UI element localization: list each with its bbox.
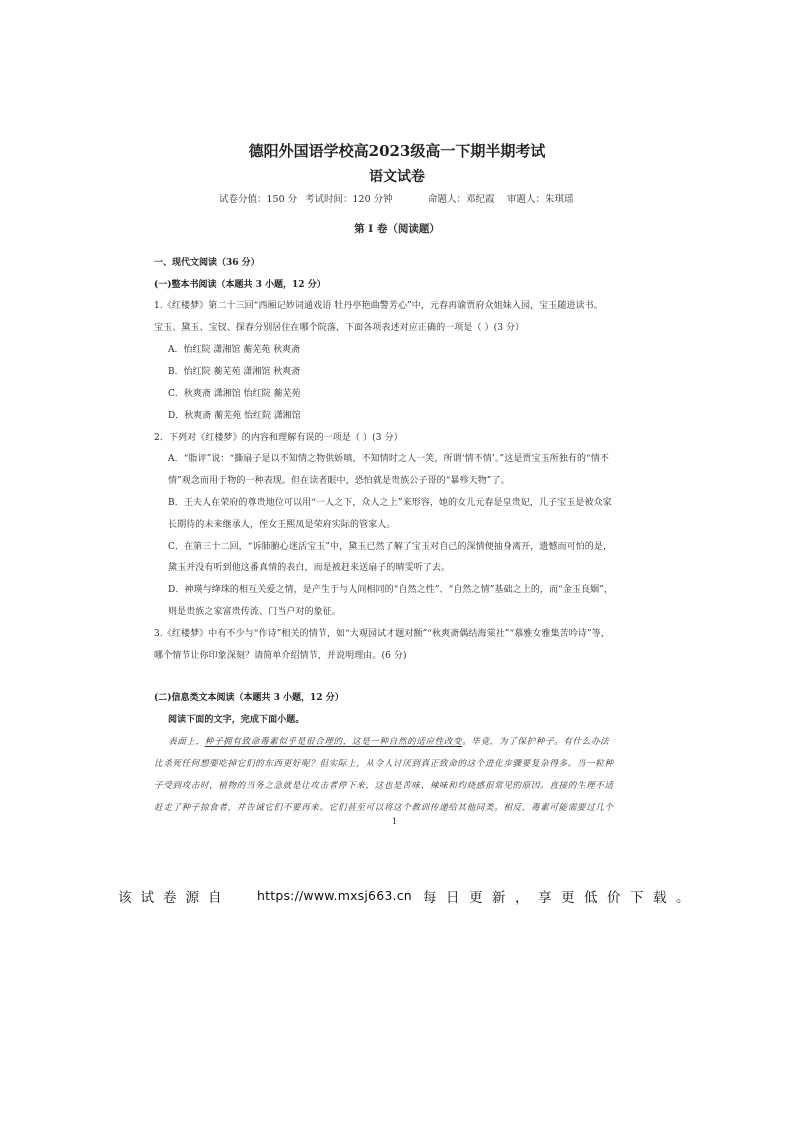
- subsection-title: (一)整本书阅读（本题共 3 小题，12 分）: [154, 280, 326, 290]
- question-2-option: 情”观念而用于物的一种表现。但在读者眼中，恐怕就是贵族公子哥的“暴殄天物”了。: [168, 476, 510, 486]
- passage-text: 。毕竟，为了保护种子。有什么办法: [462, 737, 610, 747]
- question-2-option: D．神瑛与绛珠的相互关爱之情，是产生于与人间相同的“自然之性”、“自然之情”基础之上的，而“金玉良姻”，: [168, 585, 614, 595]
- part-title: 第 I 卷（阅读题）: [354, 223, 440, 235]
- exam-time: 考试时间：120 分钟: [305, 194, 393, 205]
- passage-text: 表面上，: [168, 737, 205, 747]
- question-2-option: 黛玉并没有听到他这番真情的表白，而是被赶来送扇子的晴雯听了去。: [168, 563, 451, 573]
- exam-reviewer: 审题人：朱琪瑶: [507, 194, 574, 205]
- question-3-line: 3.《红楼梦》中有不少与“作诗”相关的情节，如“大观园试才题对额”“秋爽斋偶结海棠社”“慕雅女雅集苦吟诗”等，: [154, 629, 610, 639]
- exam-score: 试卷分值：150 分: [219, 194, 298, 205]
- passage-line: 比杀死任何想要吃掉它们的东西更好呢？但实际上，从令人讨厌到真正致命的这个进化步骤要复杂得多。当一粒种: [154, 759, 614, 769]
- question-1-option: C．秋爽斋 潇湘馆 怡红院 蘅芜苑: [168, 389, 301, 399]
- subsection-title: (二)信息类文本阅读（本题共 3 小题，12 分）: [154, 693, 344, 703]
- question-1-line: 1.《红楼梦》第二十三回“西厢记妙词通戏语 牡丹亭艳曲警芳心”中，元春再谕贾府众姐妹入园，宝玉随进读书。: [154, 301, 603, 311]
- passage-line: 子受到攻击时，植物的当务之急就是让攻击者停下来，这也是苦味、辣味和灼烧感很常见的原因。直接的生理不适: [154, 781, 614, 791]
- exam-author: 命题人：邓纪霞: [428, 194, 495, 205]
- passage-line: [168, 735, 609, 747]
- question-2-option: 则是贵族之家富贵传流、门当户对的象征。: [168, 607, 341, 617]
- question-2-option: 长期待的未来继承人，侄女王熙凤是荣府实际的管家人。: [168, 520, 396, 530]
- footer-url-link[interactable]: https://www.mxsj663.cn: [257, 888, 412, 903]
- page-number: 1: [392, 817, 398, 826]
- question-1-option: D．秋爽斋 蘅芜苑 怡红院 潇湘馆: [168, 411, 301, 421]
- question-2-stem: 2．下列对《红楼梦》的内容和理解有误的一项是（ ）(3 分）: [154, 433, 403, 443]
- passage-underlined-text: 种子拥有致命毒素似乎是很合理的，这是一种自然的适应性改变: [204, 737, 463, 747]
- section-title: 一、现代文阅读（36 分）: [154, 258, 260, 268]
- question-3-line: 哪个情节让你印象深刻？请简单介绍情节，并说明理由。(6 分): [154, 651, 407, 661]
- reading-instruction: 阅读下面的文字，完成下面小题。: [168, 715, 305, 725]
- passage-line: 赶走了种子掠食者，并告诫它们不要再来。它们甚至可以将这个教训传递给其他同类。相反，毒素可能需要过几个: [154, 803, 614, 813]
- question-2-option: C．在第三十二回，“诉肺腑心迷活宝玉”中，黛玉已然了解了宝玉对自己的深情便抽身离开，遗憾而可怕的是，: [168, 542, 613, 552]
- question-1-option: B．怡红院 蘅芜苑 潇湘馆 秋爽斋: [168, 367, 301, 377]
- exam-subtitle: 语文试卷: [369, 169, 425, 185]
- footer-update-text: 每日更新，享更低价下载。: [423, 890, 699, 906]
- exam-title: 德阳外国语学校高2023级高一下期半期考试: [248, 142, 546, 160]
- question-2-option: A．“脂评”说：“撕扇子是以不知情之物供娇嗔，不知情时之人一笑，所谓‘情不情’。”这是贾宝玉所独有的“情不: [168, 454, 610, 464]
- question-1-line: 宝玉、黛玉、宝钗、探春分别居住在哪个院落，下面各项表述对应正确的一项是（ ）(3 分）: [154, 323, 525, 333]
- question-1-option: A．怡红院 潇湘馆 蘅芜苑 秋爽斋: [168, 345, 301, 355]
- footer-source-text: 该试卷源自: [118, 890, 231, 906]
- question-2-option: B．王夫人在荣府的尊贵地位可以用“一人之下，众人之上”来形容，她的女儿元春是皇贵妃，儿子宝玉是被众家: [168, 498, 612, 508]
